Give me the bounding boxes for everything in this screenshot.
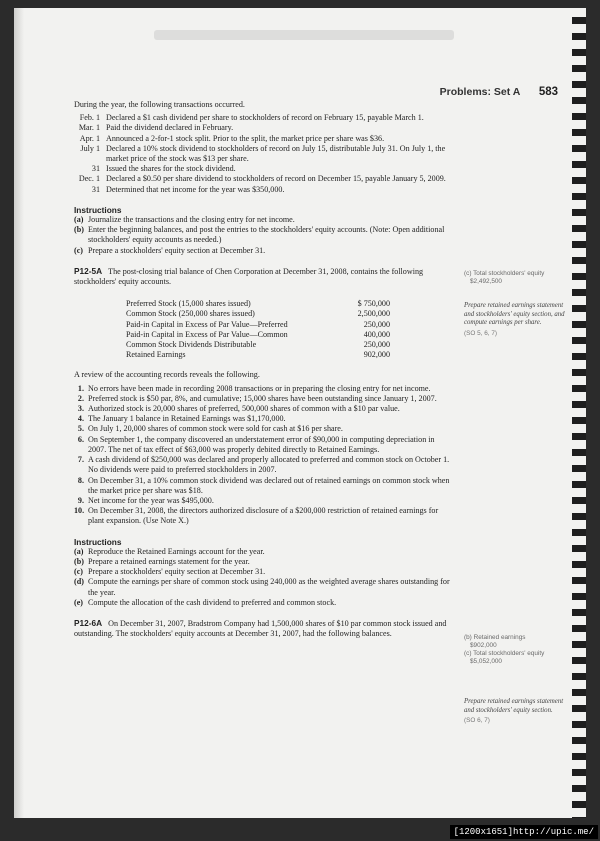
fact-item: 7. A cash dividend of $250,000 was declared and properly allocated to preferred and common stock on October 1. No dividends were paid to preferred stockholders in 2007. [77, 455, 450, 475]
page-gutter-shadow [14, 8, 24, 818]
fact-item: 8. On December 31, a 10% common stock dividend was declared out of retained earnings on common stock when the market price per share was $18. [77, 475, 450, 495]
section-title: Problems: Set A [439, 86, 521, 98]
transactions-intro: During the year, the following transactions occurred. [74, 100, 245, 109]
instructions-list [74, 215, 454, 256]
page-number: 583 [538, 86, 558, 98]
instruction-item: (a) Reproduce the Retained Earnings account for the year. [74, 546, 265, 556]
instructions-heading: Instructions [74, 204, 122, 215]
instruction-item: (a) Journalize the transactions and the closing entry for net income. [74, 215, 295, 225]
problem-id: P12-6A [74, 617, 103, 628]
instruction-item: (c) Prepare a stockholders' equity section at December 31. [74, 245, 266, 255]
watermark-label: [1200x1651]http://upic.me/ [450, 825, 598, 839]
fact-item: 2. Preferred stock is $50 par, 8%, and cumulative; 15,000 shares have been outstanding since January 1, 2007. [77, 393, 437, 403]
instruction-item: (b) Enter the beginning balances, and post the entries to the stockholders' equity accounts. (Note: Open additional stockholders' equity accounts as needed.) [74, 225, 445, 245]
transaction-item: Feb. 1 Declared a $1 cash dividend per share to stockholders of record on February 15, payable March 1. [79, 113, 424, 123]
transaction-item: 31 Determined that net income for the year was $350,000. [91, 184, 285, 194]
transaction-item: Apr. 1 Announced a 2-for-1 stock split. Prior to the split, the market price per share was $36. [79, 133, 385, 143]
problem-12-6a [74, 618, 454, 639]
balance-row: Paid-in Capital in Excess of Par Value—Common 400,000 [126, 329, 390, 339]
problem-12-5a [74, 266, 454, 527]
instruction-item: (e) Compute the allocation of the cash dividend to preferred and common stock. [74, 597, 337, 607]
fact-item: 1. No errors have been made in recording 2008 transactions or in preparing the closing entry for net income. [77, 383, 431, 393]
balances-table [126, 299, 390, 360]
transaction-item: Mar. 1 Paid the dividend declared in February. [78, 123, 234, 133]
fact-item: 5. On July 1, 20,000 shares of common stock were sold for cash at $16 per share. [77, 424, 343, 434]
problem-text: The post-closing trial balance of Chen Corporation at December 31, 2008, contains the following stockholders' equity accounts. [74, 266, 424, 287]
fact-item: 10. On December 31, 2008, the directors authorized disclosure of a $200,000 restriction of retained earnings for plant expansion. (Use Note X.) [74, 506, 439, 526]
fact-item: 4. The January 1 balance in Retained Earnings was $1,170,000. [77, 414, 286, 424]
balance-row: Paid-in Capital in Excess of Par Value—Preferred 250,000 [126, 319, 390, 329]
instructions-list [74, 547, 454, 608]
fact-item: 3. Authorized stock is 20,000 shares of preferred, 500,000 shares of common with a $10 par value. [77, 404, 400, 414]
main-column [74, 100, 454, 639]
instructions-heading: Instructions [74, 536, 122, 547]
margin-answer-note: (b) Retained earnings $902,000 (c) Total stockholders' equity $5,052,000 [464, 634, 545, 665]
spiral-binding [572, 8, 586, 818]
balance-row: Retained Earnings 902,000 [126, 350, 390, 360]
transaction-item: 31 Issued the shares for the stock dividend. [91, 164, 236, 174]
margin-objective-note: Prepare retained earnings statement and stockholders' equity section, and compute earnings per share. (SO 5, 6, 7) [464, 302, 565, 337]
problem-id: P12-5A [74, 265, 103, 276]
transaction-item: Dec. 1 Declared a $0.50 per share dividend to stockholders of record on December 15, payable January 5, 2009. [78, 174, 446, 184]
facts-list [74, 384, 454, 527]
instruction-item: (c) Prepare a stockholders' equity section at December 31. [74, 567, 266, 577]
margin-answer-note: (c) Total stockholders' equity $2,492,500 [464, 270, 545, 285]
balance-row: Preferred Stock (15,000 shares issued) $ 750,000 [126, 299, 390, 309]
bleed-through-text [154, 30, 454, 40]
balance-row: Common Stock (250,000 shares issued) 2,500,000 [126, 309, 390, 319]
instruction-item: (b) Prepare a retained earnings statement for the year. [74, 556, 250, 566]
fact-item: 9. Net income for the year was $495,000. [77, 495, 214, 505]
transaction-item: July 1 Declared a 10% stock dividend to stockholders of record on July 15, distributable July 31. On July 1, the market price of the stock was $13 per share. [80, 143, 446, 164]
margin-objective-note: Prepare retained earnings statement and stockholders' equity section. (SO 6, 7) [464, 698, 564, 725]
instruction-item: (d) Compute the earnings per share of common stock using 240,000 as the weighted average shares outstanding for the year. [74, 577, 450, 597]
review-intro: A review of the accounting records reveals the following. [74, 370, 260, 380]
fact-item: 6. On September 1, the company discovered an understatement error of $90,000 in computing depreciation in 2007. The net of tax effect of $63,000 was properly debited directly to Retained Earnings. [77, 434, 435, 454]
textbook-page [14, 8, 586, 818]
transactions-list [74, 113, 454, 195]
page-header [440, 82, 558, 100]
problem-text: On December 31, 2007, Bradstrom Company had 1,500,000 shares of $10 par common stock issued and outstanding. The stockholders' equity accounts at December 31, 2007, had the following balances. [74, 618, 447, 639]
balance-row: Common Stock Dividends Distributable 250,000 [126, 340, 390, 350]
